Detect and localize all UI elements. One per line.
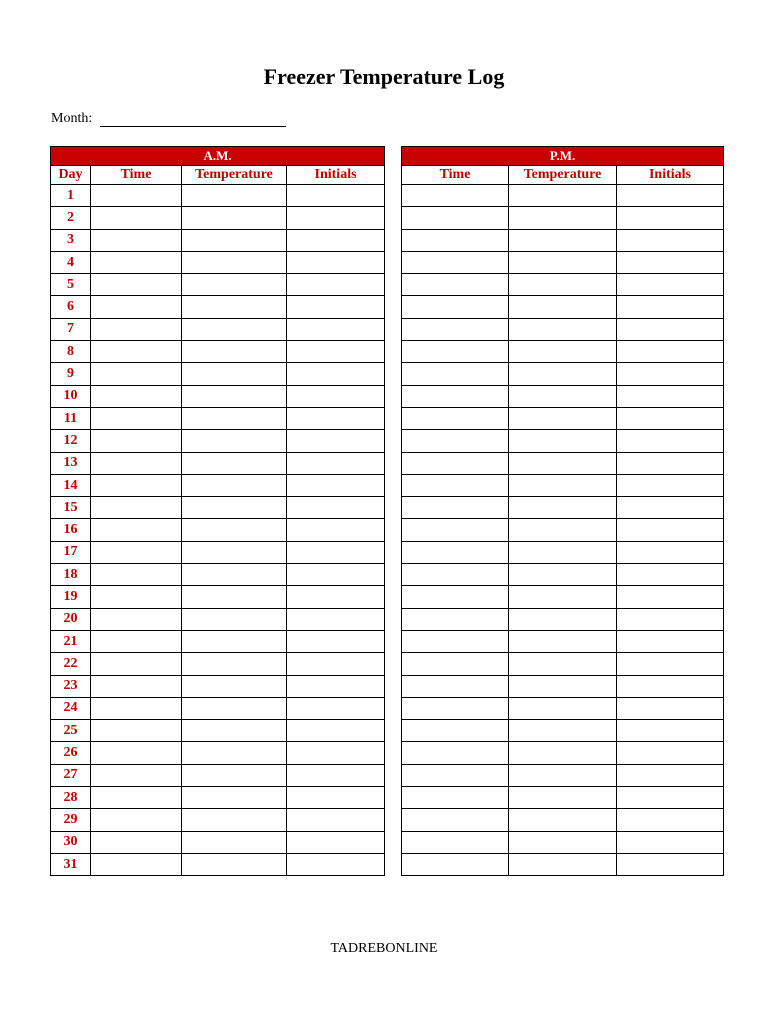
month-label: Month: xyxy=(51,111,93,126)
am-initials-cell[interactable] xyxy=(287,407,385,429)
pm-initials-cell[interactable] xyxy=(617,296,724,318)
pm-initials-cell[interactable] xyxy=(617,586,724,608)
am-initials-cell[interactable] xyxy=(287,296,385,318)
day-number: 6 xyxy=(51,296,91,318)
am-table-row xyxy=(51,185,385,207)
pm-temperature-cell[interactable] xyxy=(509,519,617,541)
pm-table-row xyxy=(402,318,724,340)
am-time-cell[interactable] xyxy=(91,742,182,764)
day-number: 16 xyxy=(51,519,91,541)
pm-time-cell[interactable] xyxy=(402,653,509,675)
pm-time-cell[interactable] xyxy=(402,608,509,630)
am-table-row xyxy=(51,474,385,496)
pm-table-row xyxy=(402,675,724,697)
pm-temperature-cell[interactable] xyxy=(509,430,617,452)
am-time-cell[interactable] xyxy=(91,720,182,742)
day-number: 4 xyxy=(51,251,91,273)
am-initials-cell[interactable] xyxy=(287,764,385,786)
pm-time-cell[interactable] xyxy=(402,675,509,697)
am-temperature-cell[interactable] xyxy=(182,385,287,407)
pm-time-cell[interactable] xyxy=(402,251,509,273)
am-initials-cell[interactable] xyxy=(287,497,385,519)
pm-initials-cell[interactable] xyxy=(617,318,724,340)
pm-temperature-cell[interactable] xyxy=(509,363,617,385)
pm-table-row xyxy=(402,274,724,296)
am-table-row xyxy=(51,764,385,786)
pm-temperature-cell[interactable] xyxy=(509,474,617,496)
pm-table-row xyxy=(402,853,724,875)
pm-table-row xyxy=(402,720,724,742)
am-time-cell[interactable] xyxy=(91,274,182,296)
am-initials-cell[interactable] xyxy=(287,675,385,697)
day-number: 29 xyxy=(51,809,91,831)
pm-initials-cell[interactable] xyxy=(617,831,724,853)
pm-table-row xyxy=(402,185,724,207)
pm-table-row xyxy=(402,787,724,809)
pm-temperature-cell[interactable] xyxy=(509,653,617,675)
am-initials-cell[interactable] xyxy=(287,541,385,563)
pm-table-row xyxy=(402,764,724,786)
pm-initials-cell[interactable] xyxy=(617,385,724,407)
am-temperature-cell[interactable] xyxy=(182,296,287,318)
day-number: 24 xyxy=(51,697,91,719)
am-time-cell[interactable] xyxy=(91,697,182,719)
am-temperature-cell[interactable] xyxy=(182,586,287,608)
day-number: 27 xyxy=(51,764,91,786)
am-table-row xyxy=(51,519,385,541)
pm-temperature-cell[interactable] xyxy=(509,809,617,831)
pm-time-cell[interactable] xyxy=(402,318,509,340)
am-initials-cell[interactable] xyxy=(287,653,385,675)
month-field[interactable] xyxy=(100,109,286,127)
pm-table-row xyxy=(402,608,724,630)
am-table-row xyxy=(51,675,385,697)
pm-time-cell[interactable] xyxy=(402,564,509,586)
pm-table-row xyxy=(402,207,724,229)
am-temperature-cell[interactable] xyxy=(182,251,287,273)
pm-col-initials: Initials xyxy=(617,166,724,185)
pm-table-row xyxy=(402,341,724,363)
am-table-row xyxy=(51,207,385,229)
pm-time-cell[interactable] xyxy=(402,519,509,541)
day-number: 2 xyxy=(51,207,91,229)
am-temperature-cell[interactable] xyxy=(182,430,287,452)
am-initials-cell[interactable] xyxy=(287,207,385,229)
pm-time-cell[interactable] xyxy=(402,787,509,809)
pm-band-header: P.M. xyxy=(402,147,724,166)
am-time-cell[interactable] xyxy=(91,185,182,207)
pm-time-cell[interactable] xyxy=(402,831,509,853)
am-temperature-cell[interactable] xyxy=(182,274,287,296)
am-time-cell[interactable] xyxy=(91,608,182,630)
am-time-cell[interactable] xyxy=(91,630,182,652)
am-table-row xyxy=(51,608,385,630)
pm-temperature-cell[interactable] xyxy=(509,274,617,296)
am-table-row xyxy=(51,541,385,563)
am-table-row xyxy=(51,452,385,474)
pm-time-cell[interactable] xyxy=(402,296,509,318)
am-initials-cell[interactable] xyxy=(287,608,385,630)
am-time-cell[interactable] xyxy=(91,229,182,251)
am-initials-cell[interactable] xyxy=(287,430,385,452)
pm-temperature-cell[interactable] xyxy=(509,452,617,474)
day-number: 11 xyxy=(51,407,91,429)
am-initials-cell[interactable] xyxy=(287,185,385,207)
pm-initials-cell[interactable] xyxy=(617,608,724,630)
am-time-cell[interactable] xyxy=(91,341,182,363)
day-number: 25 xyxy=(51,720,91,742)
pm-table-row xyxy=(402,630,724,652)
pm-time-cell[interactable] xyxy=(402,720,509,742)
am-time-cell[interactable] xyxy=(91,207,182,229)
day-number: 31 xyxy=(51,853,91,875)
am-log-table xyxy=(50,146,385,876)
day-number: 9 xyxy=(51,363,91,385)
am-temperature-cell[interactable] xyxy=(182,497,287,519)
pm-time-cell[interactable] xyxy=(402,586,509,608)
pm-temperature-cell[interactable] xyxy=(509,853,617,875)
pm-initials-cell[interactable] xyxy=(617,229,724,251)
pm-initials-cell[interactable] xyxy=(617,697,724,719)
am-time-cell[interactable] xyxy=(91,452,182,474)
pm-time-cell[interactable] xyxy=(402,541,509,563)
am-temperature-cell[interactable] xyxy=(182,185,287,207)
am-time-cell[interactable] xyxy=(91,497,182,519)
am-time-cell[interactable] xyxy=(91,787,182,809)
pm-table-row xyxy=(402,831,724,853)
am-temperature-cell[interactable] xyxy=(182,541,287,563)
am-temperature-cell[interactable] xyxy=(182,474,287,496)
pm-time-cell[interactable] xyxy=(402,853,509,875)
pm-initials-cell[interactable] xyxy=(617,787,724,809)
pm-temperature-cell[interactable] xyxy=(509,541,617,563)
am-temperature-cell[interactable] xyxy=(182,207,287,229)
pm-table-row xyxy=(402,742,724,764)
pm-table-row xyxy=(402,251,724,273)
pm-time-cell[interactable] xyxy=(402,274,509,296)
pm-temperature-cell[interactable] xyxy=(509,608,617,630)
pm-time-cell[interactable] xyxy=(402,452,509,474)
am-initials-cell[interactable] xyxy=(287,787,385,809)
am-time-cell[interactable] xyxy=(91,675,182,697)
pm-initials-cell[interactable] xyxy=(617,274,724,296)
pm-temperature-cell[interactable] xyxy=(509,787,617,809)
am-temperature-cell[interactable] xyxy=(182,630,287,652)
pm-col-temperature: Temperature xyxy=(509,166,617,185)
day-number: 21 xyxy=(51,630,91,652)
day-number: 20 xyxy=(51,608,91,630)
pm-temperature-cell[interactable] xyxy=(509,229,617,251)
am-initials-cell[interactable] xyxy=(287,341,385,363)
am-initials-cell[interactable] xyxy=(287,630,385,652)
pm-initials-cell[interactable] xyxy=(617,720,724,742)
am-temperature-cell[interactable] xyxy=(182,720,287,742)
pm-time-cell[interactable] xyxy=(402,474,509,496)
am-time-cell[interactable] xyxy=(91,407,182,429)
am-temperature-cell[interactable] xyxy=(182,675,287,697)
pm-initials-cell[interactable] xyxy=(617,519,724,541)
day-number: 18 xyxy=(51,564,91,586)
am-temperature-cell[interactable] xyxy=(182,318,287,340)
pm-temperature-cell[interactable] xyxy=(509,720,617,742)
pm-table-row xyxy=(402,697,724,719)
pm-initials-cell[interactable] xyxy=(617,541,724,563)
pm-initials-cell[interactable] xyxy=(617,407,724,429)
am-table-row xyxy=(51,341,385,363)
am-initials-cell[interactable] xyxy=(287,519,385,541)
pm-time-cell[interactable] xyxy=(402,497,509,519)
pm-table-row xyxy=(402,229,724,251)
am-time-cell[interactable] xyxy=(91,586,182,608)
pm-table-row xyxy=(402,497,724,519)
pm-table-row xyxy=(402,430,724,452)
footer-brand: TADREBONLINE xyxy=(330,941,438,956)
am-time-cell[interactable] xyxy=(91,764,182,786)
pm-col-time: Time xyxy=(402,166,509,185)
day-number: 1 xyxy=(51,185,91,207)
am-table-row xyxy=(51,430,385,452)
am-table-row xyxy=(51,742,385,764)
pm-table-row xyxy=(402,407,724,429)
pm-time-cell[interactable] xyxy=(402,697,509,719)
pm-temperature-cell[interactable] xyxy=(509,742,617,764)
pm-table-row xyxy=(402,296,724,318)
pm-time-cell[interactable] xyxy=(402,809,509,831)
am-time-cell[interactable] xyxy=(91,296,182,318)
pm-temperature-cell[interactable] xyxy=(509,407,617,429)
am-table-row xyxy=(51,407,385,429)
pm-table-row xyxy=(402,452,724,474)
am-temperature-cell[interactable] xyxy=(182,407,287,429)
am-initials-cell[interactable] xyxy=(287,831,385,853)
day-number: 14 xyxy=(51,474,91,496)
day-number: 8 xyxy=(51,341,91,363)
pm-temperature-cell[interactable] xyxy=(509,251,617,273)
am-table-row xyxy=(51,630,385,652)
pm-initials-cell[interactable] xyxy=(617,564,724,586)
pm-initials-cell[interactable] xyxy=(617,251,724,273)
pm-temperature-cell[interactable] xyxy=(509,207,617,229)
pm-initials-cell[interactable] xyxy=(617,430,724,452)
am-table-row xyxy=(51,653,385,675)
am-initials-cell[interactable] xyxy=(287,251,385,273)
day-number: 28 xyxy=(51,787,91,809)
pm-temperature-cell[interactable] xyxy=(509,564,617,586)
am-time-cell[interactable] xyxy=(91,831,182,853)
am-temperature-cell[interactable] xyxy=(182,229,287,251)
am-table-row xyxy=(51,229,385,251)
am-time-cell[interactable] xyxy=(91,809,182,831)
am-col-temperature: Temperature xyxy=(182,166,287,185)
am-time-cell[interactable] xyxy=(91,564,182,586)
am-temperature-cell[interactable] xyxy=(182,608,287,630)
page-title: Freezer Temperature Log xyxy=(263,64,505,89)
am-initials-cell[interactable] xyxy=(287,697,385,719)
am-time-cell[interactable] xyxy=(91,251,182,273)
day-number: 13 xyxy=(51,452,91,474)
am-band-header: A.M. xyxy=(51,147,385,166)
am-initials-cell[interactable] xyxy=(287,318,385,340)
day-number: 19 xyxy=(51,586,91,608)
am-table-row xyxy=(51,720,385,742)
pm-time-cell[interactable] xyxy=(402,764,509,786)
am-initials-cell[interactable] xyxy=(287,586,385,608)
pm-temperature-cell[interactable] xyxy=(509,586,617,608)
pm-initials-cell[interactable] xyxy=(617,675,724,697)
pm-initials-cell[interactable] xyxy=(617,207,724,229)
pm-temperature-cell[interactable] xyxy=(509,764,617,786)
am-temperature-cell[interactable] xyxy=(182,564,287,586)
pm-initials-cell[interactable] xyxy=(617,452,724,474)
am-time-cell[interactable] xyxy=(91,853,182,875)
pm-initials-cell[interactable] xyxy=(617,853,724,875)
am-table-row xyxy=(51,697,385,719)
am-table-row xyxy=(51,497,385,519)
am-initials-cell[interactable] xyxy=(287,385,385,407)
am-temperature-cell[interactable] xyxy=(182,787,287,809)
am-table-row xyxy=(51,274,385,296)
am-time-cell[interactable] xyxy=(91,541,182,563)
pm-initials-cell[interactable] xyxy=(617,474,724,496)
pm-temperature-cell[interactable] xyxy=(509,385,617,407)
pm-temperature-cell[interactable] xyxy=(509,296,617,318)
pm-table-row xyxy=(402,564,724,586)
pm-initials-cell[interactable] xyxy=(617,497,724,519)
pm-time-cell[interactable] xyxy=(402,385,509,407)
am-temperature-cell[interactable] xyxy=(182,764,287,786)
pm-initials-cell[interactable] xyxy=(617,809,724,831)
day-number: 7 xyxy=(51,318,91,340)
am-temperature-cell[interactable] xyxy=(182,742,287,764)
am-time-cell[interactable] xyxy=(91,318,182,340)
am-time-cell[interactable] xyxy=(91,363,182,385)
am-temperature-cell[interactable] xyxy=(182,853,287,875)
pm-temperature-cell[interactable] xyxy=(509,831,617,853)
am-table-row xyxy=(51,831,385,853)
am-temperature-cell[interactable] xyxy=(182,809,287,831)
pm-log-table xyxy=(401,146,724,876)
pm-temperature-cell[interactable] xyxy=(509,318,617,340)
pm-table-row xyxy=(402,541,724,563)
am-col-day: Day xyxy=(51,166,91,185)
day-number: 10 xyxy=(51,385,91,407)
pm-time-cell[interactable] xyxy=(402,341,509,363)
am-initials-cell[interactable] xyxy=(287,452,385,474)
pm-time-cell[interactable] xyxy=(402,407,509,429)
am-col-initials: Initials xyxy=(287,166,385,185)
am-table-row xyxy=(51,853,385,875)
pm-initials-cell[interactable] xyxy=(617,764,724,786)
pm-time-cell[interactable] xyxy=(402,363,509,385)
pm-time-cell[interactable] xyxy=(402,742,509,764)
am-time-cell[interactable] xyxy=(91,519,182,541)
am-initials-cell[interactable] xyxy=(287,229,385,251)
pm-table-row xyxy=(402,474,724,496)
pm-table-row xyxy=(402,385,724,407)
pm-temperature-cell[interactable] xyxy=(509,630,617,652)
day-number: 15 xyxy=(51,497,91,519)
month-row xyxy=(51,109,286,127)
day-number: 5 xyxy=(51,274,91,296)
am-table-row xyxy=(51,385,385,407)
pm-table-row xyxy=(402,519,724,541)
pm-initials-cell[interactable] xyxy=(617,363,724,385)
pm-table-row xyxy=(402,363,724,385)
pm-table-row xyxy=(402,653,724,675)
day-number: 12 xyxy=(51,430,91,452)
pm-initials-cell[interactable] xyxy=(617,185,724,207)
am-temperature-cell[interactable] xyxy=(182,363,287,385)
day-number: 17 xyxy=(51,541,91,563)
pm-temperature-cell[interactable] xyxy=(509,341,617,363)
pm-time-cell[interactable] xyxy=(402,430,509,452)
am-table-row xyxy=(51,787,385,809)
pm-time-cell[interactable] xyxy=(402,229,509,251)
am-initials-cell[interactable] xyxy=(287,564,385,586)
am-table-row xyxy=(51,809,385,831)
pm-temperature-cell[interactable] xyxy=(509,497,617,519)
am-temperature-cell[interactable] xyxy=(182,831,287,853)
am-table-row xyxy=(51,586,385,608)
am-table-row xyxy=(51,564,385,586)
am-initials-cell[interactable] xyxy=(287,474,385,496)
am-initials-cell[interactable] xyxy=(287,274,385,296)
pm-initials-cell[interactable] xyxy=(617,630,724,652)
am-initials-cell[interactable] xyxy=(287,742,385,764)
pm-initials-cell[interactable] xyxy=(617,341,724,363)
am-time-cell[interactable] xyxy=(91,430,182,452)
am-initials-cell[interactable] xyxy=(287,363,385,385)
am-initials-cell[interactable] xyxy=(287,720,385,742)
day-number: 3 xyxy=(51,229,91,251)
am-temperature-cell[interactable] xyxy=(182,341,287,363)
am-time-cell[interactable] xyxy=(91,385,182,407)
am-table-row xyxy=(51,296,385,318)
pm-temperature-cell[interactable] xyxy=(509,185,617,207)
am-table-row xyxy=(51,363,385,385)
pm-initials-cell[interactable] xyxy=(617,742,724,764)
am-time-cell[interactable] xyxy=(91,653,182,675)
pm-table-row xyxy=(402,586,724,608)
am-temperature-cell[interactable] xyxy=(182,653,287,675)
pm-time-cell[interactable] xyxy=(402,207,509,229)
pm-temperature-cell[interactable] xyxy=(509,675,617,697)
pm-time-cell[interactable] xyxy=(402,185,509,207)
pm-initials-cell[interactable] xyxy=(617,653,724,675)
am-col-time: Time xyxy=(91,166,182,185)
am-table-row xyxy=(51,251,385,273)
pm-table-row xyxy=(402,809,724,831)
pm-temperature-cell[interactable] xyxy=(509,697,617,719)
am-initials-cell[interactable] xyxy=(287,853,385,875)
day-number: 23 xyxy=(51,675,91,697)
day-number: 26 xyxy=(51,742,91,764)
am-temperature-cell[interactable] xyxy=(182,697,287,719)
am-temperature-cell[interactable] xyxy=(182,519,287,541)
am-initials-cell[interactable] xyxy=(287,809,385,831)
am-temperature-cell[interactable] xyxy=(182,452,287,474)
am-table-row xyxy=(51,318,385,340)
day-number: 30 xyxy=(51,831,91,853)
day-number: 22 xyxy=(51,653,91,675)
am-time-cell[interactable] xyxy=(91,474,182,496)
pm-time-cell[interactable] xyxy=(402,630,509,652)
